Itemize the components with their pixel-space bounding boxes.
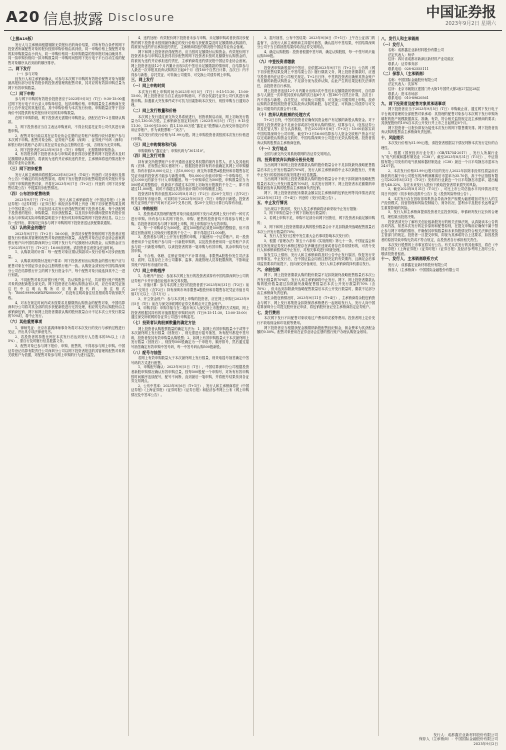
paragraph: 2、本次发行价格51.99元/股对应的发行人2022年扣除非经常性损益前后孰低的归属于母公司股东的净利润摊薄后市盈率为35.70倍，高于中证指数有限公司2023年8月31日（T-3日）发布的行业最近一个月平均静态市盈率，超出幅度为48.32%，存在未来发行人股价下跌给投资者带来损失的风险。 <box>381 169 498 187</box>
paragraph: （一）参与对象 <box>15 72 39 77</box>
paragraph: 3、网下和网上投资者缴款认购的股份数量合计不足扣除最终战略配售数量后本次公开发行数量的70%； <box>257 225 375 234</box>
paragraph: 1、投资者或其管理的配售对象只能选择网下发行或者网上发行中的一种方式进行申购。所有参与本次网下报价、申购、配售的投资者均不得再参与网上申购。若投资者同时参与网下和网上申购，网上申购部分为无效申购。 <box>131 212 249 226</box>
section-title: 信息披露 <box>43 10 104 28</box>
paragraph: 1、办理开户登记：参加本次网上发行的投资者须持有中国结算深圳分公司的证券账户卡并开通创业板市场交易权限。 <box>131 274 249 283</box>
paragraph: 3、不同配售对象共用银行账户的，若认购资金不足，共用银行账户的配售对象的获配新股全部无效。网下投资者在办理认购资金划入时，应在付款凭证备注栏中注明认购所对应的新股代码，备注格式为：“B001999906WXFX000000”，若没有注明或备注信息错误将导致划款失败。 <box>8 277 125 301</box>
paragraph: 投资者持有的市值按其2023年8月31日（T-2日）前20个交易日（含T-2日）的日均持有市值计算，可同时用于2023年9月5日（T日）申购多只新股。投资者相关证券账户开户时间不足20个交易日的，按20个交易日计算日均持有市值。 <box>131 192 249 206</box>
section-heading: （七）投资者认购股票数量的确定方法 <box>131 320 196 326</box>
paragraph: 法定代表人：沈如军 <box>388 82 418 87</box>
paragraph: 4、发行人在发行过程中发生重大会后事项影响本次发行的； <box>264 234 352 239</box>
paragraph: 网下投资者应当根据获配金额缴纳新股配售经纪佣金，佣金费率为其获配金额的0.50%。配售对象使用在证券业协会注册的银行账户办理认购资金划转。 <box>257 325 375 335</box>
section-heading: 三、网上发行 <box>131 77 154 83</box>
page-number: A20 <box>6 8 40 26</box>
paragraph: 1、律师见证：北京市嘉源律师事务所将对本次发行的发行与承销过程进行见证，并出具专项法律意见书。 <box>8 325 125 335</box>
paragraph: 住所：四川省成都市新津区新材料产业功能区 <box>388 57 454 62</box>
paragraph: 3、开立资金账户：参与本次网上申购的投资者，应在网上申购日2023年9月5日（T日）前在与深交所联网的证券交易网点开立资金账户。 <box>131 297 249 306</box>
text-column-2 <box>131 36 249 736</box>
section-heading: （十）放弃认购股票的处理方式 <box>257 111 311 117</box>
paragraph: 2023年9月7日（T+2日）16:00前，获得初步配售资格的网下投资者应根据发行价格和其管理的配售对象获配股份数量，从配售对象在证券业协会备案的银行账户向中国结算深圳分公司网下发行专户足额划付认购资金，认购资金应当于2023年9月7日（T+2日）16:00前到账。请投资者注意资金在途时间。 <box>8 231 125 250</box>
section-heading: （六）其他重要事项 <box>8 319 43 325</box>
paragraph: 2、若投资者的持股比例在本次发行后达到发行人总股本的5%以上（含5%），需自行及时履行信息披露义务。 <box>8 334 125 344</box>
paragraph: 1、申购配号确认：2023年9月5日（T日），中国结算深圳分公司根据投资者新股申购情况确认有效申购总量，按每500股配一个申购号，对所有有效申购按时间顺序连续配号，配号不间断，直到最后一笔申购，并将配号结果传到各证券交易网点。 <box>131 365 249 384</box>
paragraph: 投资者须充分了解有关创业板新股发行的相关法律法规，认真阅读本公告的各项内容，知悉本次发行的定价原则和配售原则，在提交申购前应确保不属于禁止参与网下申购的情形，并确保其申购数量和未来持股情况符合相关法律法规及主管部门的规定。投资者一旦提交申购，即视为其承诺符合上述要求，如因投资者的原因导致申购无效或不符合规定，由投资者自行承担相关责任。 <box>381 219 498 242</box>
paragraph: 3、截至2023年8月31日（T-3日），可比上市公司估值水平具体情况详见同日刊登的《初步询价及推介公告》及《投资风险特别公告》。 <box>381 187 498 196</box>
section-heading: （三）网上申购简称和代码 <box>131 142 177 148</box>
paragraph: 5、根据《管理办法》第五十六条和《实施细则》第七十一条，中国证监会和深交所发现证券发行承销过程存在涉嫌违法违规或者存在异常情形的，可责令发行人和承销商暂停或中止发行，对相关事项进行调查处理。 <box>257 238 375 253</box>
section-heading: （四）网上发行对象 <box>131 153 166 159</box>
paragraph: 3、投资者参与网上公开发行股票的申购，只能使用一个证券账户。同一投资者使用多个证券账户参与同一只新股申购的，以及投资者使用同一证券账户多次参与同一只新股申购的，以该投资者的第一笔申购为有效申购，其余申购均为无效申购。 <box>131 235 249 254</box>
paragraph: 当出现以下情况时，发行人及主承销商将协商采取中止发行措施： <box>264 206 360 211</box>
paragraph: 在网下申购阶段，网下投资者无需缴付申购资金，获配后在T+2日缴纳认购款。 <box>8 115 125 125</box>
section-heading: （一）网上申购时间 <box>131 82 166 88</box>
paragraph: 2、若网上申购不足，申购不足部分向网下回拨后，网下投资者未能足额申购的； <box>257 215 375 225</box>
paragraph: 2、公布中签率：2023年9月6日（T+1日），发行人和主承销商将在《中国证券报》《上海证券报》《证券时报》《证券日报》和经济参考网上公布《网上申购情况及中签率公告》。 <box>131 383 249 397</box>
paragraph: 当出现网下和网上投资者缴款认购的股份数量合计不足扣除最终战略配售数量后本次公开发行数量的70%时，发行人和主承销商将中止本次新股发行，并就中止发行的原因和后续安排进行信息披露。 <box>257 163 375 177</box>
paragraph: 3、网下投资者在2023年9月5日（T日）申购时，无需缴纳申购资金。 <box>15 147 118 152</box>
paragraph: 投资者申购新股摇号中签后，应依据2023年9月7日（T+2日）公告的《网下初步配售结果及网上中签结果公告》履行缴款义务，网上投资者缴款时，应遵守投资者所在证券公司相关规定。T+2日日终，中签的投资者应确保其资金账户有足额的新股认购资金，不足部分视为放弃认购，由此产生的后果及相关法律责任，由投资者自行承担。 <box>257 65 375 88</box>
paragraph: 本次网上发行通过深交所交易系统进行，回拨机制启动前，网上初始发行数量为1,130.05万股。主承销商在指定时间内（2023年9月5日（T日）9:15至11:30，13:00至15:00）将1,130.05万股“鑫宏业”股票输入在深交所指定的专用证券账户，作为该股票唯一“卖方”。 <box>131 114 249 133</box>
paragraph: 本次发行股票的上市事宜将另行公告。有关本次发行的其他事宜，将在《中国证券报》《上海证券报》《证券时报》《证券日报》及经济参考网上及时公告，敬请投资者留意。 <box>381 242 498 256</box>
paragraph: 若网上有效申购数量大于本次最终网上发行数量，则采取摇号抽签确定中签号码的方式进行配售。 <box>131 356 249 365</box>
paragraph: 2、每一个申购单位为500股，超过500股的必须是500股的整数倍，但不得超过回拨前网上初始发行股数的千分之一，即不得超过11,000股。 <box>131 226 249 235</box>
paragraph: 法定代表人：杨华 <box>388 52 415 57</box>
paragraph: 1、根据《国民经济行业分类》（GB/T4754-2017），发行人所属行业为“电气机械和器材制造业（C38）”。截至2023年8月31日（T-3日），中证指数有限公司发布的电气机械和器材制造业（C38）最近一个月平均静态市盈率为24.07倍。 <box>381 150 498 169</box>
paragraph: 名称：成都鑫宏业新材料股份有限公司 <box>388 48 445 53</box>
section-heading: （一）发行人 <box>381 41 404 47</box>
section-title-en: Disclosure <box>108 11 175 24</box>
paragraph: 全国与深交所交易系统联网的各证券交易网点。 <box>264 152 334 157</box>
footer-issuer: 发行人：成都鑫宏业新材料股份有限公司 <box>433 732 498 737</box>
paragraph: 4、确定认购股数：投资者根据中签号码，确定认购股数，每一中签号码只能认购500股。 <box>257 49 375 59</box>
text-column-1 <box>8 36 125 736</box>
paragraph: 1、网下申购总量小于网下初始发行数量的； <box>264 211 329 216</box>
section-heading: 十一、发行人、主承销商联系方式 <box>381 256 438 262</box>
section-heading: （十一）发行地点 <box>257 145 288 151</box>
section-heading: 七、发行费用 <box>257 309 280 315</box>
paragraph: 本次发行价格为51.99元/股，请投资者根据以下情况判断本次发行定价的合理性。 <box>381 141 498 151</box>
section-heading: （九）中签投资者缴款 <box>257 58 295 64</box>
paragraph: 发行人：成都鑫宏业新材料股份有限公司 <box>388 262 448 267</box>
footer-date: 2023年9月2日 <box>473 741 498 746</box>
paragraph: 网上投资者连续12个月内累计出现3次中签后未足额缴款的情形时，自结算参与人最近一次申报其放弃认购的次日起6个月（按180个自然日计算，含次日）内不得参与新股、存托凭证、可转换公司债券、可交换公司债券网上申购。放弃认购的次数按照投资者实际放弃认购的新股、存托凭证、可转换公司债券与可交换公司债券的次数合并计算。 <box>257 88 375 111</box>
paragraph: 网下投资者应当于2023年9月5日（T日）申购截止前，通过网下发行电子平台就其管理的全部配售对象承诺：其管理的配售对象参与本次网下发行申购所填报的资产规模数据真实、准确、有效，符合相关监管规定及主承销商的要求；其获配股份的10%自本次公开发行并上市之日起锁定6个月。 <box>381 107 498 126</box>
paragraph: 联系人：资本市场部 <box>388 91 418 96</box>
section-heading: （二）网上发行数量和价格 <box>131 107 177 113</box>
paragraph: 住所：北京市朝阳区建国门外大街1号国贸大厦2座27层及28层 <box>388 86 480 91</box>
section-heading: 五、中止发行情况 <box>257 200 288 206</box>
paragraph: 4、申购手续：申购手续与在二级市场买入深交所上市股票的方式相同，网上投资者根据其持有的市值数据在申购时间内（T日9:15-11:30，13:00-15:00）通过深交所联网的各证券公司进行申购委托。 <box>131 306 249 320</box>
paragraph: 3、摇号抽签、公布中签结果：2023年9月6日（T+1日）上午在公证部门的监督下，由发行人和主承销商主持摇号抽签，确认摇号中签结果，中国结算深圳分公司于当日将抽签结果传给各证券交易网点。 <box>257 36 375 50</box>
header-rule <box>4 30 502 31</box>
paragraph: 3、配售对象已参与网下报价、申购、配售的，不得再参与网上申购。中国证券登记结算有限责任公司深圳分公司以网下投资者报送的其管理的配售对象的关联账户为依据，对配售对象参与网上申购的行为进行监控。 <box>8 344 125 358</box>
paragraph: 参与网下申购的有效报价投资者应于2023年9月5日（T日）9:30-15:00通过网下发行电子平台录入申购单信息，包括申购价格、申购数量及主承销商在发行公告中规定的其他信息。其中申购价格为本次发行价格。申购数量应等于初步询价中其提供的有效报价所对应的拟申购数量。 <box>8 97 125 115</box>
paragraph: 网上投资者认购股票数量的确定方法为：1、如网上有效申购数量小于或等于本次最终网上发行数量（回拨后），则无需进行摇号抽签，所有配号都是中签号码，投资者按其有效申购量认购股票；2、如网上有效申购数量大于本次最终网上发行数量（回拨后），则按每500股确定为一个申报号，顺序排号，然后通过摇号抽签确定有效申购中签号码，每一中签号码认购500股新股。 <box>131 326 249 349</box>
paragraph: 本次网下发行不向配售对象收取过户费和印花税等费用。投资者网上定价发行不收取佣金和印花税等费用。 <box>257 316 375 326</box>
paragraph: 网下和网上投资者获得配售后，应当按时足额缴付认购资金。有效报价网下投资者未参与申购以及获得初步配售的网下投资者未按时足额缴付认购资金的，将被视为违约并应承担违约责任，主承销商将违约情况报中国证券业协会备案。网上投资者连续12个月内累计出现3次中签后未足额缴款的情形时，自结算参与人最近一次申报其放弃认购的次日起6个月（按180个自然日计算，含次日）内不得参与新股、存托凭证、可转换公司债券、可交换公司债券网上申购。 <box>131 49 249 77</box>
paragraph: 2、认购款项的缴付及账户要求：网下投资者划出认购资金的银行账户应与配售对象在中国证券业协会注册的银行账户一致。认购资金须划至中国结算深圳分公司在结算银行开立的网下发行资金专户，每个配售对象只能选择其中之一进行划款。 <box>8 259 125 278</box>
paragraph: 联系人：证券事务部 <box>388 61 418 66</box>
section-heading: （八）配号与抽签 <box>131 349 162 355</box>
paragraph: 保荐人（主承销商）：中国国际金融股份有限公司 <box>388 267 459 272</box>
section-heading: （三）网下初步配售 <box>8 166 43 172</box>
paragraph: 网下、网上投资者缴款认购的股份数量不足扣除最终战略配售数量后本次公开发行数量的70%时，发行人和主承销商将中止发行。网下、网上投资者缴款认购的股份数量超过扣除最终战略配售数量后本次公开发行数量的70%（含70%），但未达到扣除最终战略配售数量后本次公开发行数量时，缴款不足部分由主承销商负责包销。 <box>257 273 375 296</box>
section-heading: 八、发行人和主承销商 <box>381 36 419 41</box>
section-heading: 六、余股包销 <box>257 266 280 272</box>
paragraph: 申购简称为“鑫宏业”；申购代码为“301310”。 <box>138 148 207 153</box>
paragraph: 网下、网上投资者获配未缴款金额以及主承销商的包销比例等具体情况请见2023年9月11日（T+4日）刊登的《发行结果公告》。 <box>257 191 375 200</box>
section-heading: （上接A19版） <box>8 36 36 41</box>
paragraph: 发行人和主承销商将根据2023年8月29日（T-4日）刊登的《初步询价及推介公告》中确定的初步配售原则，将网下发行股票初步配售给提供有效报价并参与网下申购的配售对象，并将在2023年9月7日（T+2日）刊登的《网下初步配售结果公告》中披露初步配售情况。 <box>8 172 125 191</box>
section-heading: （六）网上申购程序 <box>131 267 166 273</box>
section-heading: 九、网下投资者及配售对象须承诺事项 <box>381 100 446 106</box>
paragraph: 本次发行的发行价格为51.99元/股。网上申购投资者须按照本次发行价格进行申购。 <box>131 132 249 142</box>
paragraph: 2、配售对象只能以其在证券业协会注册的证券账户和银行收付款账户参与本次网下申购。配售对象全称、证券账户名称（深圳）、证券账户号码（深圳）和银行收付款账户必须与其在证券业协会注册的信息一致，否则视为无效申购。 <box>8 133 125 148</box>
paragraph: 2023年9月7日（T+2日），发行人和主承销商将在《中国证券报》《上海证券报》《证券时报》《证券日报》和经济参考网上刊登《网下初步配售结果及网上中签结果公告》，内容包括本次发行获得配售的网下投资者名称、每个获配网下投资者的报价、申购数量、初步获配数量，以及初步询价期间提供有效报价但未参与申购或实际申购数量明显少于报价时拟申购量的网下投资者信息。以上公告一经刊出，即视同已向参与网下申购的网下投资者送达获配缴款通知。 <box>8 197 125 225</box>
section-heading: （五）申购规则 <box>131 205 158 211</box>
section-heading: 四、投资者放弃认购部分股份处理 <box>257 156 314 162</box>
page-header <box>0 0 506 30</box>
issue-date: 2023年9月2日 星期六 <box>445 21 496 27</box>
section-heading: （五）认购资金的缴付 <box>8 225 46 231</box>
signature-block <box>419 733 498 746</box>
paragraph: 本次发行网上申购时间为2023年9月5日（T日）9:15-11:30、13:00-15:00。网上投资者应当自主表达申购意向，不得全权委托证券公司代其进行新股申购。如遇重大突发事件或不可抗力因素影响本次发行，则按申购当日通知办理。 <box>131 89 249 108</box>
column-divider <box>128 36 129 736</box>
paragraph: T+2日日终，中签的投资者应确保其资金账户有足额的新股认购资金。对于因网上投资者资金不足而全部或部分放弃认购的情况，结算参与人（包括证券公司及托管人等）应当认真核验，并在2023年9月8日（T+3日）15:00前如实向中国结算深圳分公司申报。截至T+3日16:00结算参与人资金交收账户资金不足以完成新股认购资金交收的，中国结算深圳分公司进行无效认购处理。投资者放弃认购的股票由主承销商包销。 <box>257 118 375 146</box>
column-divider <box>378 36 379 736</box>
section-heading: （二）网下申购 <box>8 90 35 96</box>
text-column-3 <box>257 36 375 736</box>
paragraph: 2、市值计算：参与本次网上发行的投资者需于2023年8月31日（T-2日）前20个交易日（含T-2日）持有深圳市场非限售A股股份和非限售存托凭证市值日均值1万元以上（含1万元）。 <box>131 283 249 297</box>
paragraph: 发生余股包销情况时，2023年9月11日（T+4日），主承销商将余股包销资金与网下、网上发行募集资金扣除保荐承销费后一起划给发行人，发行人向中国结算深圳分公司提交股份登记申请，将包销股份登记至主承销商指定证券账户。 <box>257 296 375 310</box>
column-divider <box>253 36 254 736</box>
paragraph: 4、对未在规定时间内或未按要求足额缴纳认购资金的配售对象，中国结算深圳分公司将对其全部的初步获配新股进行无效处理，相应的无效认购股份由主承销商包销，网下和网上投资者缴款认购的股份数量合计不足本次公开发行数量的70%时，将中止发行。 <box>8 300 125 319</box>
paragraph: 联系电话：010-89620561 <box>388 96 429 101</box>
footer-underwriter: 保荐人（主承销商）：中国国际金融股份有限公司 <box>418 737 498 742</box>
paragraph: 当出现网下和网上投资者缴款认购的股份数量合计不低于扣除最终战略配售数量后本次公开发行数量的70%时，本次发行因网下、网上投资者未足额缴纳申购款而放弃认购的股票由主承销商负责包销。 <box>257 177 375 191</box>
paragraph: 4、违约处理：有效报价网下投资者未参与申购、未足额申购或者获得初步配售的网下投资者未按照最终确定的发行价格与获配数量及时足额缴纳认购款的，将被视为违约并应承担违约责任，主承销商将违约情况报中国证券业协会备案。 <box>131 36 249 50</box>
paragraph: 如发生以上情形，发行人和主承销商将及时公告中止发行原因、恢复发行安排等事宜。中止发行后，在中国证监会同意注册决定的有效期内，且满足会后事项监管要求的前提下，经向深交所备案后，发行人和主承销商将择机重启发行。 <box>257 252 375 266</box>
paragraph: 5、发行人和主承销商提请投资者关注投资风险，审慎研判发行定价的合理性，理性做出投资决策。 <box>381 210 498 219</box>
text-column-4 <box>381 36 498 736</box>
paragraph: 4、有效报价网下投资者未参与申购或者获得初步配售的网下投资者未及时足额缴纳认购款的，将被视为违约并应承担违约责任，主承销商将违约情况报中国证券业协会备案。 <box>8 152 125 166</box>
section-heading: 二、网下发行 <box>8 65 31 71</box>
section-heading: （四）公布初步配售结果 <box>8 191 50 196</box>
section-heading: （二）保荐人（主承销商） <box>381 71 427 77</box>
paragraph: 名称：中国国际金融股份有限公司 <box>388 77 438 82</box>
paragraph: 持有深交所股票账户卡并开通创业板交易权限的境内自然人、法人及其他机构（法律、法规禁止购买者除外）。根据投资者持有的市值确定其网上可申购额度，持有市值10,000元以上（含10,000元）深交所非限售A股股份和非限售存托凭证市值的投资者才能参与新股申购，每5,000元市值可申购一个申购单位，不足5,000元的部分不计入申购额度。每一个申购单位为500股，申购数量应当为500股或其整数倍，但最高不得超过本次网上初始发行股数的千分之一，即不得超过11,000股，同时不得超过其按市值计算的可申购额度上限。 <box>131 159 249 192</box>
paragraph: 4、本次发行存在因取得募集资金导致净资产规模大幅度增加对发行人的生产经营模式、经营管理和风险控制能力、财务状况、盈利水平及股东长远利益产生重要影响的风险。 <box>381 196 498 210</box>
paragraph: 网下投资者一旦报价即视为接受本次发行的网下限售期安排。网下投资者放弃认购的股票由主承销商负责包销。 <box>381 125 498 135</box>
paragraph: 经发行人和主承销商确认，可参与本次网下申购的有效报价配售对象为剔除最高报价部分后有效报价的投资者管理的配售对象，其对应的有效拟申购总量为网下有效申购数量。 <box>8 76 125 90</box>
section-heading: 十、风险提示 <box>381 134 404 140</box>
paragraph: 发行人与主承销商根据剔除无效报价后的询价结果，对所有符合条件的网下投资者所属配售对象的报价按照申购价格由高到低、同一申购价格上按配售对象的拟申购数量由小到大、同一申购价格同一拟申购数量的按申报时间由晚到早、同一拟申购价格同一拟申购数量同一申购时间按网下发行电子平台自动生成的配售对象顺序从后到前的顺序排序。 <box>8 42 125 65</box>
newspaper-masthead: 中国证券报 <box>426 5 496 21</box>
paragraph: 4、不合格、休眠、注销证券账户不计算市值。非限售A股股份发生司法冻结、质押，以及存在上市公司董事、监事、高级管理人员持股限制的，不影响证券账户内持有市值的计算。 <box>131 253 249 267</box>
paragraph: 1、网下投资者应当自主表达申购意向，不得全权委托证券公司代其进行新股申购。 <box>8 124 125 134</box>
paragraph: 1、认购款项的计算：每一配售对象应缴认购款项=发行价格×初步获配数量。 <box>8 250 125 259</box>
paragraph: 联系电话：028-82555111 <box>388 66 429 71</box>
